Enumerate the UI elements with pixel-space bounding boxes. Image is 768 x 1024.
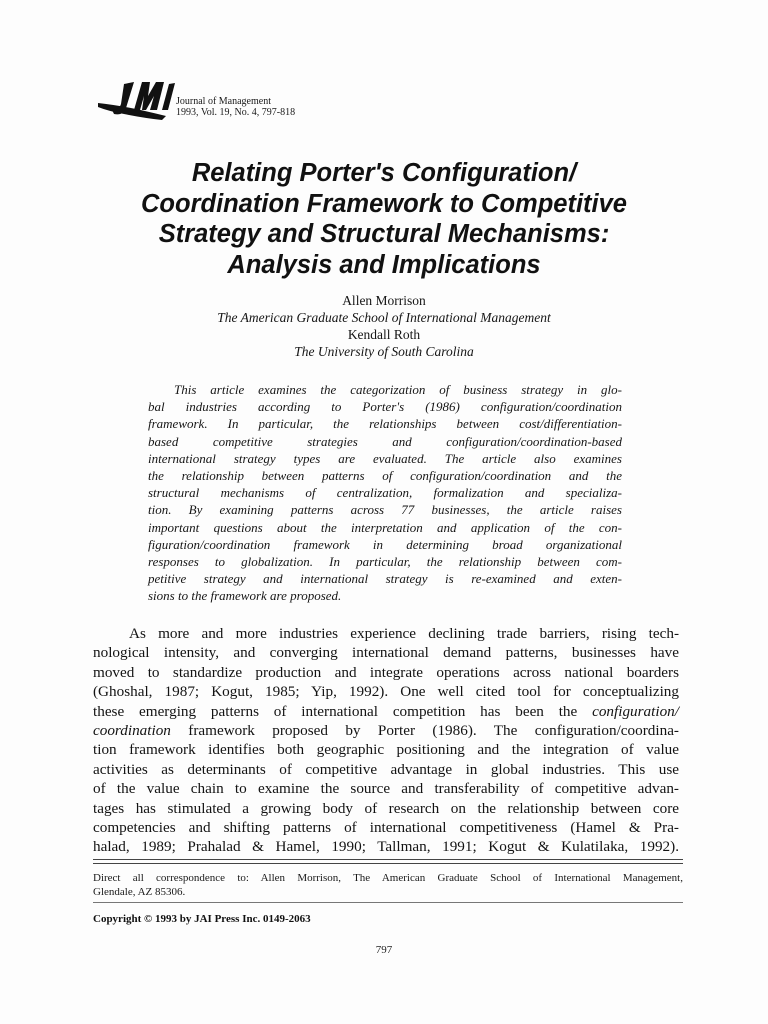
- body-line: tion framework identifies both geographic positioning and the integration of value: [93, 741, 679, 759]
- journal-name: Journal of Management: [176, 96, 271, 107]
- abstract-line: tion. By examining patterns across 77 businesses, the article raises: [148, 502, 622, 518]
- body-line: of the value chain to examine the source and transferability of competitive advan-: [93, 780, 679, 798]
- abstract-line: figuration/coordination framework in determining broad organizational: [148, 536, 622, 552]
- body-line: [93, 721, 679, 740]
- author-name: Kendall Roth: [347, 327, 421, 342]
- body-line: halad, 1989; Prahalad & Hamel, 1990; Tallman, 1991; Kogut & Kulatilaka, 1992).: [93, 838, 679, 856]
- title-line: Coordination Framework to Competitive: [141, 189, 627, 218]
- journal-citation: 1993, Vol. 19, No. 4, 797-818: [176, 107, 296, 118]
- footnote-rule-top-secondary: [93, 863, 683, 864]
- page-number: 797: [375, 944, 393, 956]
- abstract-line: framework. In particular, the relationships between cost/differentiation-: [148, 416, 622, 432]
- abstract: [148, 381, 622, 605]
- abstract-line: responses to globalization. In particular, the relationship between com-: [148, 554, 622, 570]
- body-text-run: these emerging patterns of international competition has been the: [93, 702, 593, 720]
- footnote-rule-bottom: [93, 902, 683, 903]
- article-title: [60, 158, 708, 280]
- footnote-line: Direct all correspondence to: Allen Morrison, The American Graduate School of International Management,: [93, 872, 683, 884]
- body-line: tages has stimulated a growing body of research on the relationship between core: [93, 799, 679, 817]
- abstract-line: important questions about the interpretation and application of the con-: [148, 519, 622, 535]
- body-line: moved to standardize production and integrate operations across national boarders: [93, 663, 679, 681]
- body-emphasis: coordination: [93, 722, 171, 740]
- author-affiliation: The University of South Carolina: [294, 344, 474, 359]
- abstract-line: sions to the framework are proposed.: [148, 588, 342, 604]
- abstract-line: international strategy types are evaluated. The article also examines: [148, 450, 622, 466]
- title-line: Relating Porter's Configuration/: [191, 159, 577, 187]
- author-affiliation: The American Graduate School of International Management: [217, 310, 551, 325]
- abstract-line: petitive strategy and international strategy is re-examined and exten-: [148, 571, 622, 587]
- body-line: As more and more industries experience declining trade barriers, rising tech-: [129, 625, 679, 642]
- author-block: [60, 292, 708, 360]
- abstract-line: This article examines the categorization of business strategy in glo-: [174, 382, 622, 397]
- copyright-notice: Copyright © 1993 by JAI Press Inc. 0149-2063: [93, 913, 311, 925]
- abstract-line: structural mechanisms of centralization, formalization and specializa-: [148, 485, 622, 501]
- body-line: nological intensity, and converging international demand patterns, businesses have: [93, 644, 679, 662]
- body-paragraph: [93, 624, 679, 857]
- footnote-line: Glendale, AZ 85306.: [93, 885, 186, 898]
- author-name: Allen Morrison: [342, 293, 426, 308]
- footnote-rule-top: [93, 859, 683, 860]
- body-line: activities as determinants of competitive advantage in global industries. This use: [93, 760, 679, 778]
- title-line: Strategy and Structural Mechanisms:: [158, 220, 610, 248]
- title-line: Analysis and Implications: [227, 250, 541, 279]
- journal-header: [96, 76, 295, 122]
- body-line: (Ghoshal, 1987; Kogut, 1985; Yip, 1992). One well cited tool for conceptualizing: [93, 683, 679, 701]
- abstract-line: bal industries according to Porter's (1986) configuration/coordination: [148, 399, 622, 415]
- body-line: competencies and shifting patterns of international competitiveness (Hamel & Pra-: [93, 819, 679, 837]
- abstract-line: the relationship between patterns of configuration/coordination and the: [148, 468, 622, 484]
- abstract-line: based competitive strategies and configuration/coordination-based: [148, 433, 622, 449]
- journal-meta: [176, 76, 295, 118]
- body-text-run: framework proposed by Porter (1986). The configuration/coordina-: [170, 722, 679, 740]
- correspondence-footnote: [93, 872, 683, 899]
- body-line: [93, 702, 679, 721]
- body-emphasis: configuration/: [592, 702, 679, 720]
- jm-journal-logo-icon: [96, 76, 176, 122]
